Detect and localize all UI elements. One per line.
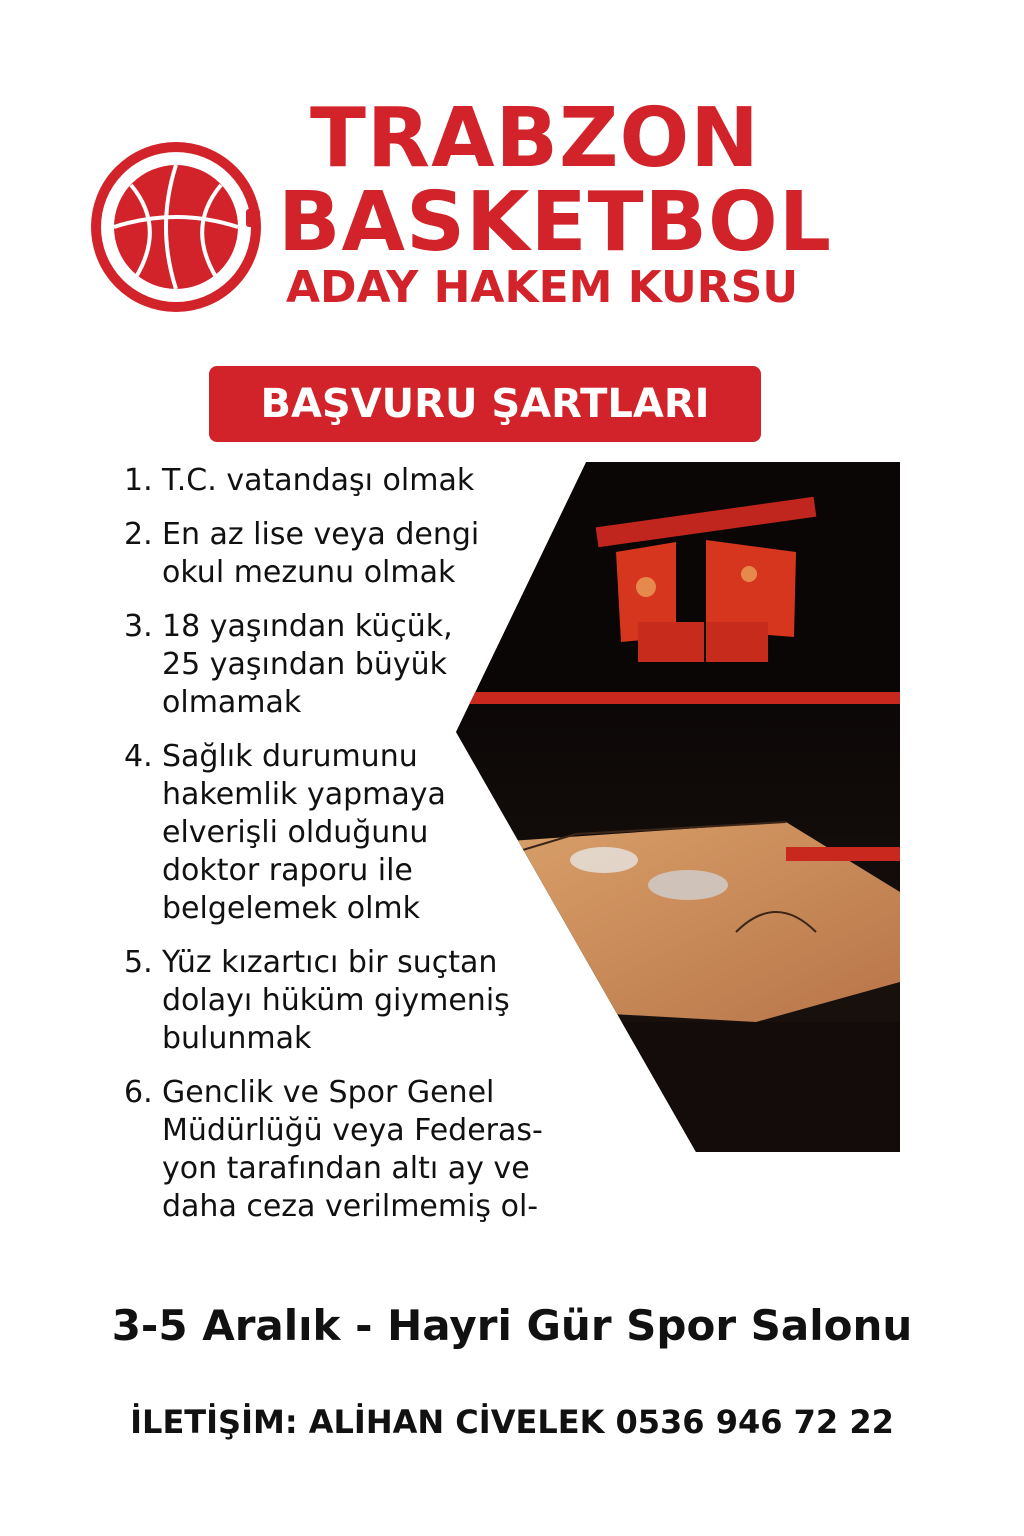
title-line-trabzon: TRABZON: [310, 91, 760, 186]
requirements-list: [124, 462, 594, 1242]
requirement-text: elverişli olduğunu: [162, 815, 429, 850]
requirement-text: En az lise veya dengi: [162, 517, 480, 552]
requirement-item: [124, 944, 594, 1058]
requirement-text: dolayı hüküm giymeniş: [162, 983, 510, 1018]
title-line-course: ADAY HAKEM KURSU: [286, 262, 799, 313]
requirement-text: Sağlık durumunu: [162, 739, 418, 774]
requirement-text: olmamak: [162, 685, 302, 720]
requirement-item: [124, 608, 594, 722]
requirement-text: Genclik ve Spor Genel: [162, 1075, 495, 1110]
event-details: 3-5 Aralık - Hayri Gür Spor Salonu: [111, 1301, 913, 1350]
requirement-item: [124, 738, 594, 928]
requirement-text: hakemlik yapmaya: [162, 777, 446, 812]
title-line-basketbol: BASKETBOL: [278, 175, 832, 270]
contact-info: İLETİŞİM: ALİHAN CİVELEK 0536 946 72 22: [130, 1403, 894, 1441]
requirement-text: yon tarafından altı ay ve: [162, 1151, 530, 1186]
requirement-text: doktor raporu ile: [162, 853, 413, 888]
requirement-number: 4.: [124, 739, 153, 774]
requirement-item: [124, 462, 594, 500]
requirements-heading: BAŞVURU ŞARTLARI: [209, 366, 761, 442]
requirement-number: 3.: [124, 609, 153, 644]
requirement-text: 25 yaşından büyük: [162, 647, 447, 682]
requirement-number: 6.: [124, 1075, 153, 1110]
requirement-text: 18 yaşından küçük,: [162, 609, 453, 644]
basketball-logo-icon: [86, 137, 266, 317]
requirement-text: okul mezunu olmak: [162, 555, 456, 590]
requirement-text: Yüz kızartıcı bir suçtan: [162, 945, 498, 980]
requirement-text: bulunmak: [162, 1021, 312, 1056]
requirement-number: 2.: [124, 517, 153, 552]
requirement-text: daha ceza verilmemiş ol-: [162, 1189, 539, 1224]
requirement-number: 5.: [124, 945, 153, 980]
requirement-number: 1.: [124, 463, 153, 498]
requirement-text: T.C. vatandaşı olmak: [162, 463, 475, 498]
requirement-text: belgelemek olmk: [162, 891, 421, 926]
requirement-item: [124, 1074, 594, 1226]
requirement-text: Müdürlüğü veya Federas-: [162, 1113, 543, 1148]
requirement-item: [124, 516, 594, 592]
